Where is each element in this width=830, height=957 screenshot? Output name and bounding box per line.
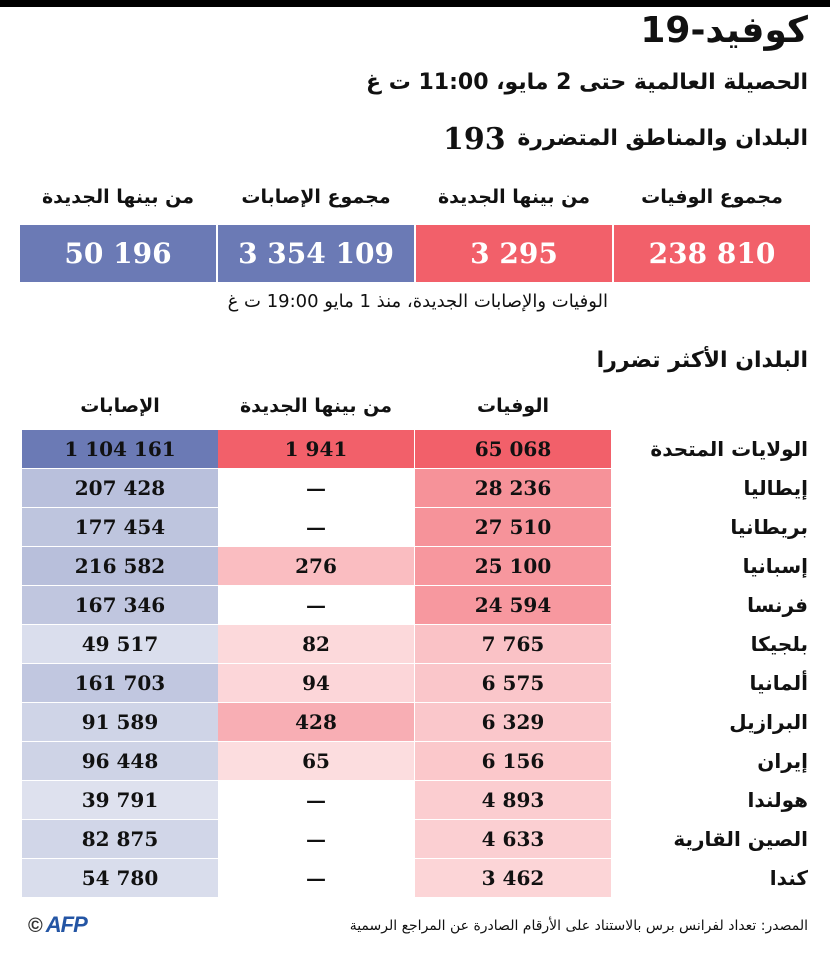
subtitle: الحصيلة العالمية حتى 2 مايو، 11:00 ت غ — [366, 70, 808, 95]
deaths-cell: 28 236 — [415, 469, 611, 507]
country-name: هولندا — [747, 788, 808, 812]
country-name: بلجيكا — [750, 632, 808, 656]
afp-logo-text: AFP — [45, 912, 87, 937]
cases-cell: 49 517 — [22, 625, 218, 663]
section-title: البلدان الأكثر تضررا — [596, 348, 808, 373]
countries-value: 193 — [443, 122, 506, 157]
table-row — [22, 547, 808, 586]
table-row — [22, 508, 808, 547]
new-deaths-cell: — — [218, 508, 414, 546]
copyright-icon: © — [28, 915, 42, 937]
kpi-cases-total: 3 354 109 — [218, 225, 414, 282]
table-row — [22, 586, 808, 625]
country-name: البرازيل — [729, 710, 808, 734]
deaths-cell: 4 893 — [415, 781, 611, 819]
country-name: ألمانيا — [749, 671, 808, 695]
new-deaths-cell: 428 — [218, 703, 414, 741]
kpi-label-cases-total: مجموع الإصابات — [241, 186, 391, 208]
new-deaths-cell: 65 — [218, 742, 414, 780]
deaths-cell: 7 765 — [415, 625, 611, 663]
new-deaths-cell: — — [218, 859, 414, 897]
cases-cell: 177 454 — [22, 508, 218, 546]
country-name: إسبانيا — [742, 554, 808, 578]
deaths-cell: 24 594 — [415, 586, 611, 624]
new-deaths-cell: 82 — [218, 625, 414, 663]
country-name: بريطانيا — [730, 515, 808, 539]
kpi-note: الوفيات والإصابات الجديدة، منذ 1 مايو 19:00 ت غ — [227, 291, 608, 312]
deaths-cell: 6 329 — [415, 703, 611, 741]
top-bar — [0, 0, 830, 7]
country-name: الولايات المتحدة — [650, 437, 808, 461]
cases-cell: 167 346 — [22, 586, 218, 624]
table-row — [22, 430, 808, 469]
cases-cell: 82 875 — [22, 820, 218, 858]
table-row — [22, 781, 808, 820]
table-row — [22, 859, 808, 898]
cases-cell: 1 104 161 — [22, 430, 218, 468]
kpi-deaths-new: 3 295 — [416, 225, 612, 282]
table-row — [22, 469, 808, 508]
deaths-cell: 6 156 — [415, 742, 611, 780]
kpi-label-deaths-total: مجموع الوفيات — [641, 186, 783, 208]
countries-label: البلدان والمناطق المتضررة — [517, 126, 808, 151]
cases-cell: 96 448 — [22, 742, 218, 780]
new-deaths-cell: 1 941 — [218, 430, 414, 468]
kpi-label-deaths-new: من بينها الجديدة — [437, 186, 591, 208]
new-deaths-cell: 276 — [218, 547, 414, 585]
deaths-cell: 4 633 — [415, 820, 611, 858]
table-row — [22, 820, 808, 859]
deaths-cell: 6 575 — [415, 664, 611, 702]
source-note: المصدر: تعداد لفرانس برس بالاستناد على الأرقام الصادرة عن المراجع الرسمية — [349, 918, 808, 934]
cases-cell: 91 589 — [22, 703, 218, 741]
deaths-cell: 65 068 — [415, 430, 611, 468]
table-row — [22, 742, 808, 781]
deaths-cell: 3 462 — [415, 859, 611, 897]
new-deaths-cell: — — [218, 820, 414, 858]
country-name: إيطاليا — [743, 476, 808, 500]
kpi-label-cases-new: من بينها الجديدة — [41, 186, 195, 208]
column-header-cases: الإصابات — [80, 395, 160, 417]
new-deaths-cell: — — [218, 586, 414, 624]
cases-cell: 161 703 — [22, 664, 218, 702]
afp-logo — [28, 912, 87, 938]
cases-cell: 39 791 — [22, 781, 218, 819]
column-header-new: من بينها الجديدة — [239, 395, 393, 417]
new-deaths-cell: — — [218, 781, 414, 819]
cases-cell: 54 780 — [22, 859, 218, 897]
kpi-deaths-total: 238 810 — [614, 225, 810, 282]
cases-cell: 207 428 — [22, 469, 218, 507]
page-title: كوفيد-19 — [640, 10, 808, 51]
country-name: كندا — [769, 866, 808, 890]
table-row — [22, 703, 808, 742]
table-row — [22, 625, 808, 664]
country-name: إيران — [757, 749, 808, 773]
column-header-deaths: الوفيات — [477, 395, 549, 417]
deaths-cell: 27 510 — [415, 508, 611, 546]
country-name: الصين القارية — [673, 827, 808, 851]
country-name: فرنسا — [747, 593, 808, 617]
deaths-cell: 25 100 — [415, 547, 611, 585]
cases-cell: 216 582 — [22, 547, 218, 585]
table-row — [22, 664, 808, 703]
new-deaths-cell: 94 — [218, 664, 414, 702]
kpi-cases-new: 50 196 — [20, 225, 216, 282]
new-deaths-cell: — — [218, 469, 414, 507]
